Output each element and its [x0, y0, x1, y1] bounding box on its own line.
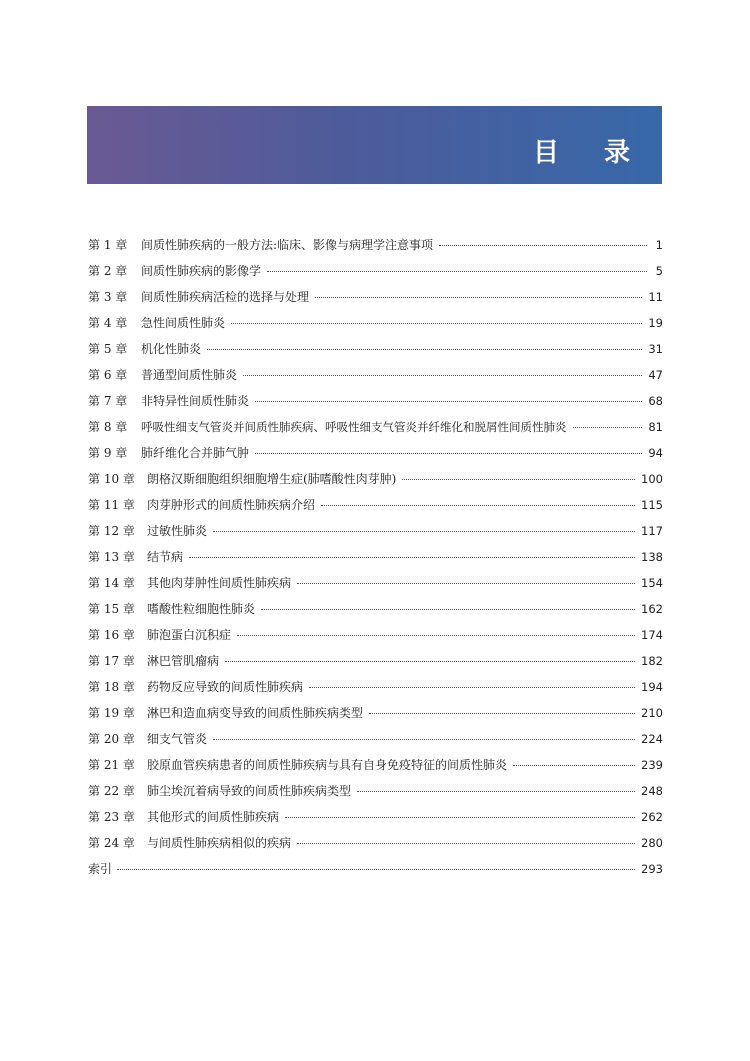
chapter-number: 第 21 章	[88, 758, 135, 772]
dot-leader	[189, 557, 635, 558]
toc-entry-7[interactable]	[88, 388, 663, 414]
toc-entry-18[interactable]	[88, 674, 663, 700]
page-number: 248	[641, 784, 663, 798]
chapter-number: 第 14 章	[88, 576, 135, 590]
chapter-number: 第 5 章	[88, 342, 128, 356]
chapter-number: 第 11 章	[88, 498, 135, 512]
chapter-number: 第 2 章	[88, 264, 128, 278]
chapter-number: 第 22 章	[88, 784, 135, 798]
dot-leader	[243, 375, 642, 376]
page-number: 280	[641, 836, 663, 850]
dot-leader	[369, 713, 635, 714]
chapter-number: 第 1 章	[88, 238, 128, 252]
page-number: 224	[641, 732, 663, 746]
page-number: 293	[641, 862, 663, 876]
dot-leader	[402, 479, 635, 480]
chapter-title: 其他形式的间质性肺疾病	[147, 810, 280, 824]
chapter-number: 第 8 章	[88, 420, 128, 434]
chapter-title: 肺尘埃沉着病导致的间质性肺疾病类型	[147, 784, 352, 798]
page-number: 19	[648, 316, 663, 330]
toc-entry-20[interactable]	[88, 726, 663, 752]
chapter-title: 过敏性肺炎	[147, 524, 208, 538]
chapter-number: 第 9 章	[88, 446, 128, 460]
page-number: 1	[655, 238, 663, 252]
dot-leader	[297, 583, 635, 584]
page-number: 239	[641, 758, 663, 772]
toc-entry-9[interactable]	[88, 440, 663, 466]
dot-leader	[225, 661, 635, 662]
page-number: 154	[641, 576, 663, 590]
toc-entry-21[interactable]	[88, 752, 663, 778]
chapter-number: 索引	[88, 862, 113, 876]
toc-entry-10[interactable]	[88, 466, 663, 492]
chapter-number: 第 24 章	[88, 836, 135, 850]
page-number: 174	[641, 628, 663, 642]
toc-entry-1[interactable]	[88, 232, 663, 258]
chapter-title: 肉芽肿形式的间质性肺疾病介绍	[147, 498, 316, 512]
chapter-title: 淋巴管肌瘤病	[147, 654, 220, 668]
chapter-title: 普通型间质性肺炎	[141, 368, 238, 382]
chapter-title: 与间质性肺疾病相似的疾病	[147, 836, 292, 850]
dot-leader	[285, 817, 635, 818]
chapter-title: 非特异性间质性肺炎	[141, 394, 250, 408]
page-number: 138	[641, 550, 663, 564]
chapter-number: 第 10 章	[88, 472, 135, 486]
dot-leader	[255, 401, 642, 402]
chapter-number: 第 3 章	[88, 290, 128, 304]
toc-entry-14[interactable]	[88, 570, 663, 596]
chapter-title: 朗格汉斯细胞组织细胞增生症(肺嗜酸性肉芽肿)	[147, 472, 397, 486]
dot-leader	[513, 765, 635, 766]
dot-leader	[321, 505, 635, 506]
toc-entry-6[interactable]	[88, 362, 663, 388]
dot-leader	[439, 245, 647, 246]
chapter-title: 肺泡蛋白沉积症	[147, 628, 232, 642]
toc-entry-15[interactable]	[88, 596, 663, 622]
page-number: 11	[648, 290, 663, 304]
page-number: 100	[641, 472, 663, 486]
toc-entry-17[interactable]	[88, 648, 663, 674]
chapter-number: 第 19 章	[88, 706, 135, 720]
chapter-title: 肺纤维化合并肺气肿	[141, 446, 250, 460]
chapter-number: 第 17 章	[88, 654, 135, 668]
chapter-title: 间质性肺疾病活检的选择与处理	[141, 290, 310, 304]
dot-leader	[237, 635, 635, 636]
table-of-contents	[88, 232, 663, 882]
chapter-number: 第 20 章	[88, 732, 135, 746]
toc-entry-2[interactable]	[88, 258, 663, 284]
chapter-number: 第 16 章	[88, 628, 135, 642]
page-number: 5	[655, 264, 663, 278]
page-number: 81	[648, 420, 663, 434]
dot-leader	[261, 609, 635, 610]
dot-leader	[255, 453, 642, 454]
page-number: 31	[648, 342, 663, 356]
toc-entry-23[interactable]	[88, 804, 663, 830]
dot-leader	[297, 843, 635, 844]
chapter-title: 急性间质性肺炎	[141, 316, 226, 330]
chapter-title: 胶原血管疾病患者的间质性肺疾病与具有自身免疫特征的间质性肺炎	[147, 758, 508, 772]
toc-entry-12[interactable]	[88, 518, 663, 544]
toc-entry-16[interactable]	[88, 622, 663, 648]
toc-entry-11[interactable]	[88, 492, 663, 518]
dot-leader	[309, 687, 635, 688]
toc-entry-13[interactable]	[88, 544, 663, 570]
page-number: 94	[648, 446, 663, 460]
page-number: 68	[648, 394, 663, 408]
toc-entry-index[interactable]	[88, 856, 663, 882]
dot-leader	[315, 297, 642, 298]
page-number: 262	[641, 810, 663, 824]
chapter-title: 机化性肺炎	[141, 342, 202, 356]
chapter-number: 第 4 章	[88, 316, 128, 330]
page-number: 210	[641, 706, 663, 720]
chapter-number: 第 12 章	[88, 524, 135, 538]
page-number: 47	[648, 368, 663, 382]
chapter-title: 其他肉芽肿性间质性肺疾病	[147, 576, 292, 590]
dot-leader	[573, 427, 643, 428]
toc-title: 目 录	[532, 138, 648, 168]
dot-leader	[117, 869, 635, 870]
chapter-title: 细支气管炎	[147, 732, 208, 746]
toc-entry-24[interactable]	[88, 830, 663, 856]
dot-leader	[213, 531, 635, 532]
toc-header-banner	[87, 106, 662, 184]
page-number: 194	[641, 680, 663, 694]
chapter-number: 第 23 章	[88, 810, 135, 824]
toc-entry-19[interactable]	[88, 700, 663, 726]
toc-entry-4[interactable]	[88, 310, 663, 336]
dot-leader	[267, 271, 647, 272]
page-number: 117	[641, 524, 663, 538]
page-number: 115	[641, 498, 663, 512]
chapter-title: 嗜酸性粒细胞性肺炎	[147, 602, 256, 616]
dot-leader	[357, 791, 635, 792]
toc-entry-5[interactable]	[88, 336, 663, 362]
chapter-title: 结节病	[147, 550, 184, 564]
dot-leader	[231, 323, 642, 324]
chapter-number: 第 13 章	[88, 550, 135, 564]
page-number: 162	[641, 602, 663, 616]
chapter-number: 第 6 章	[88, 368, 128, 382]
chapter-number: 第 7 章	[88, 394, 128, 408]
chapter-title: 药物反应导致的间质性肺疾病	[147, 680, 304, 694]
dot-leader	[207, 349, 642, 350]
chapter-number: 第 15 章	[88, 602, 135, 616]
toc-entry-22[interactable]	[88, 778, 663, 804]
toc-entry-8[interactable]	[88, 414, 663, 440]
chapter-title: 呼吸性细支气管炎并间质性肺疾病、呼吸性细支气管炎并纤维化和脱屑性间质性肺炎	[141, 420, 567, 434]
chapter-title: 间质性肺疾病的一般方法:临床、影像与病理学注意事项	[141, 238, 434, 252]
chapter-title: 淋巴和造血病变导致的间质性肺疾病类型	[147, 706, 364, 720]
page-number: 182	[641, 654, 663, 668]
chapter-title: 间质性肺疾病的影像学	[141, 264, 262, 278]
chapter-number: 第 18 章	[88, 680, 135, 694]
toc-entry-3[interactable]	[88, 284, 663, 310]
dot-leader	[213, 739, 635, 740]
